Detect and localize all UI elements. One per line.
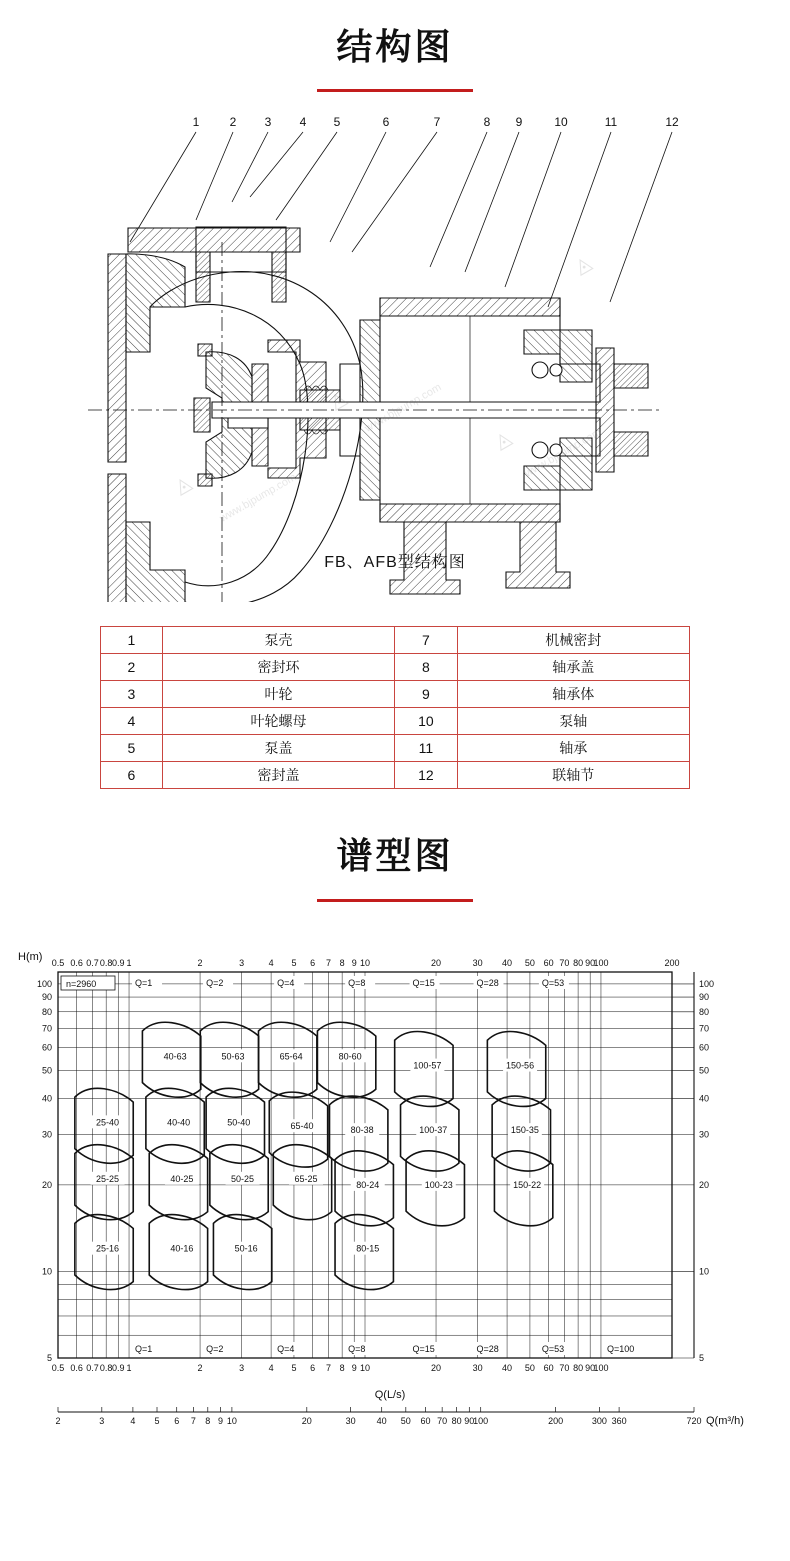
svg-text:30: 30 — [472, 957, 483, 968]
table-row — [101, 681, 690, 708]
performance-chart — [0, 920, 790, 1460]
structure-section-heading — [0, 0, 790, 92]
svg-text:6: 6 — [310, 1362, 316, 1373]
part-name: 叶轮螺母 — [162, 708, 394, 735]
zone-label: 65-40 — [290, 1120, 314, 1131]
svg-text:100: 100 — [36, 978, 52, 989]
callout-11: 11 — [604, 115, 618, 130]
zone-label: 40-40 — [167, 1117, 191, 1128]
svg-text:70: 70 — [41, 1023, 52, 1034]
q-marker-top: Q=4 — [277, 977, 295, 988]
callout-10: 10 — [554, 115, 568, 130]
part-number: 7 — [395, 627, 457, 654]
svg-text:30: 30 — [345, 1415, 356, 1426]
svg-text:720: 720 — [686, 1415, 702, 1426]
svg-text:360: 360 — [611, 1415, 627, 1426]
svg-text:2: 2 — [197, 957, 203, 968]
svg-text:4: 4 — [130, 1415, 136, 1426]
callout-9: 9 — [515, 115, 523, 130]
svg-text:0.7: 0.7 — [86, 1362, 99, 1373]
svg-text:10: 10 — [359, 957, 371, 968]
svg-text:50: 50 — [400, 1415, 411, 1426]
part-number: 8 — [395, 654, 457, 681]
svg-text:0.9: 0.9 — [111, 957, 125, 968]
svg-text:0.5: 0.5 — [51, 957, 65, 968]
svg-text:9: 9 — [351, 957, 357, 968]
zone-label: 50-40 — [227, 1117, 251, 1128]
part-name: 密封盖 — [162, 762, 394, 789]
svg-text:70: 70 — [559, 1362, 570, 1373]
svg-text:200: 200 — [664, 957, 680, 968]
svg-text:0.8: 0.8 — [99, 1362, 113, 1373]
svg-text:300: 300 — [591, 1415, 607, 1426]
svg-text:40: 40 — [502, 957, 513, 968]
pump-cross-section-svg — [0, 102, 790, 602]
table-row — [101, 708, 690, 735]
zone-label: 25-16 — [96, 1243, 120, 1254]
x-axis-title: Q(L/s) — [374, 1388, 406, 1401]
svg-text:0.7: 0.7 — [86, 957, 99, 968]
svg-text:70: 70 — [437, 1415, 448, 1426]
speed-label: n=2960 — [66, 978, 97, 989]
svg-text:4: 4 — [268, 957, 274, 968]
svg-text:20: 20 — [301, 1415, 312, 1426]
svg-text:20: 20 — [431, 957, 442, 968]
zone-label: 65-64 — [279, 1051, 303, 1062]
watermark-logo-3: ◬ — [490, 426, 516, 454]
part-number: 6 — [101, 762, 163, 789]
svg-text:90: 90 — [585, 957, 596, 968]
svg-text:90: 90 — [41, 991, 52, 1002]
svg-text:30: 30 — [41, 1129, 52, 1140]
title-underline-2 — [317, 899, 473, 902]
svg-text:50: 50 — [524, 1362, 535, 1373]
svg-text:5: 5 — [154, 1415, 160, 1426]
svg-text:90: 90 — [699, 991, 710, 1002]
svg-text:5: 5 — [291, 957, 297, 968]
chart-gridlines — [58, 972, 672, 1358]
callout-7: 7 — [433, 115, 441, 130]
part-number: 5 — [101, 735, 163, 762]
svg-text:9: 9 — [351, 1362, 357, 1373]
part-name: 轴承盖 — [457, 654, 689, 681]
zone-label: 100-37 — [419, 1124, 448, 1135]
svg-text:90: 90 — [585, 1362, 596, 1373]
zone-label: 80-60 — [338, 1051, 362, 1062]
svg-text:4: 4 — [268, 1362, 274, 1373]
zone-label: 80-24 — [356, 1179, 380, 1190]
table-row — [101, 627, 690, 654]
zone-label: 25-25 — [96, 1173, 120, 1184]
svg-text:7: 7 — [325, 1362, 331, 1373]
callout-2: 2 — [229, 115, 237, 130]
svg-text:40: 40 — [699, 1093, 710, 1104]
zone-label: 40-16 — [170, 1243, 194, 1254]
q-marker-top: Q=8 — [348, 977, 366, 988]
part-number: 10 — [395, 708, 457, 735]
zone-label: 40-63 — [163, 1051, 187, 1062]
zone-label: 25-40 — [96, 1117, 120, 1128]
q-marker-bottom: Q=8 — [348, 1343, 366, 1354]
part-name: 泵壳 — [162, 627, 394, 654]
part-name: 密封环 — [162, 654, 394, 681]
zone-label: 100-23 — [424, 1179, 453, 1190]
part-name: 机械密封 — [457, 627, 689, 654]
svg-text:10: 10 — [699, 1266, 710, 1277]
part-number: 11 — [395, 735, 457, 762]
svg-text:60: 60 — [543, 957, 554, 968]
x-axis-top-labels — [52, 958, 680, 968]
part-name: 泵轴 — [457, 708, 689, 735]
callout-numbers — [193, 115, 679, 129]
svg-text:80: 80 — [573, 957, 584, 968]
svg-text:50: 50 — [41, 1065, 52, 1076]
svg-text:100: 100 — [593, 957, 609, 968]
watermark-logo-4: ◬ — [570, 251, 596, 279]
svg-text:5: 5 — [291, 1362, 297, 1373]
svg-text:70: 70 — [559, 957, 570, 968]
q-marker-bottom: Q=4 — [277, 1343, 295, 1354]
q-marker-bottom: Q=2 — [206, 1343, 224, 1354]
zone-label: 50-16 — [234, 1243, 258, 1254]
svg-text:3: 3 — [99, 1415, 105, 1426]
svg-text:40: 40 — [376, 1415, 387, 1426]
m3h-axis-title: Q(m³/h) — [706, 1414, 744, 1427]
svg-text:60: 60 — [543, 1362, 554, 1373]
callout-5: 5 — [333, 115, 341, 130]
q-marker-bottom: Q=1 — [135, 1343, 153, 1354]
zone-label: 50-25 — [231, 1173, 255, 1184]
svg-text:2: 2 — [55, 1415, 61, 1426]
svg-text:40: 40 — [41, 1093, 52, 1104]
svg-text:3: 3 — [239, 1362, 245, 1373]
svg-text:100: 100 — [473, 1415, 489, 1426]
svg-text:10: 10 — [41, 1266, 52, 1277]
zone-label: 80-15 — [356, 1243, 380, 1254]
svg-text:80: 80 — [573, 1362, 584, 1373]
svg-text:20: 20 — [431, 1362, 442, 1373]
svg-text:10: 10 — [226, 1415, 237, 1426]
svg-text:7: 7 — [190, 1415, 196, 1426]
svg-text:8: 8 — [205, 1415, 211, 1426]
table-row — [101, 654, 690, 681]
q-marker-top: Q=2 — [206, 977, 224, 988]
svg-text:30: 30 — [699, 1129, 710, 1140]
svg-text:80: 80 — [451, 1415, 462, 1426]
zone-label: 50-63 — [221, 1051, 245, 1062]
x-axis-bottom-labels — [52, 1363, 609, 1373]
svg-text:70: 70 — [699, 1023, 710, 1034]
svg-text:0.8: 0.8 — [99, 957, 113, 968]
part-number: 3 — [101, 681, 163, 708]
table-row — [101, 762, 690, 789]
zone-label: 150-56 — [506, 1060, 535, 1071]
svg-text:60: 60 — [699, 1042, 710, 1053]
callout-1: 1 — [192, 115, 200, 130]
svg-text:100: 100 — [593, 1362, 609, 1373]
zone-label: 100-57 — [413, 1060, 442, 1071]
q-marker-top: Q=28 — [476, 977, 499, 988]
table-row — [101, 735, 690, 762]
callout-3: 3 — [264, 115, 272, 130]
parts-table — [100, 626, 690, 789]
svg-text:200: 200 — [548, 1415, 564, 1426]
callout-8: 8 — [483, 115, 491, 130]
callout-4: 4 — [299, 115, 307, 130]
part-name: 泵盖 — [162, 735, 394, 762]
part-name: 轴承 — [457, 735, 689, 762]
q-marker-bottom: Q=53 — [541, 1343, 565, 1354]
svg-text:3: 3 — [239, 957, 245, 968]
q-marker-bottom: Q=28 — [476, 1343, 499, 1354]
svg-text:80: 80 — [41, 1006, 52, 1017]
part-number: 9 — [395, 681, 457, 708]
svg-text:0.6: 0.6 — [70, 1362, 83, 1373]
part-name: 轴承体 — [457, 681, 689, 708]
zone-label: 40-25 — [170, 1173, 194, 1184]
part-name: 联轴节 — [457, 762, 689, 789]
part-number: 4 — [101, 708, 163, 735]
structure-title: 结构图 — [336, 26, 454, 67]
watermark-text-2: www.bjpump.com — [217, 471, 299, 526]
q-marker-bottom: Q=15 — [412, 1343, 435, 1354]
svg-text:7: 7 — [325, 957, 331, 968]
svg-text:8: 8 — [339, 957, 345, 968]
q-marker-top: Q=53 — [541, 977, 565, 988]
svg-text:10: 10 — [359, 1362, 371, 1373]
drawing-caption: FB、AFB型结构图 — [324, 554, 466, 572]
zone-label: 150-22 — [513, 1179, 542, 1190]
svg-text:0.6: 0.6 — [70, 957, 83, 968]
callout-6: 6 — [382, 115, 390, 130]
svg-text:8: 8 — [339, 1362, 345, 1373]
performance-title: 谱型图 — [336, 835, 454, 877]
svg-text:100: 100 — [699, 978, 715, 989]
part-number: 1 — [101, 627, 163, 654]
svg-text:80: 80 — [699, 1006, 710, 1017]
watermark-logo-2: ◬ — [325, 386, 351, 414]
svg-text:50: 50 — [524, 957, 535, 968]
svg-text:9: 9 — [218, 1415, 224, 1426]
svg-text:0.5: 0.5 — [51, 1362, 65, 1373]
watermark-logo-1: ◬ — [170, 471, 196, 499]
svg-text:20: 20 — [41, 1179, 52, 1190]
q-marker-top: Q=15 — [412, 977, 435, 988]
svg-text:5: 5 — [46, 1352, 52, 1363]
svg-text:50: 50 — [699, 1065, 710, 1076]
structure-drawing — [0, 102, 790, 602]
callout-12: 12 — [665, 115, 679, 130]
zone-label: 80-38 — [350, 1124, 374, 1135]
title-underline — [317, 89, 473, 92]
q-marker-bottom: Q=100 — [606, 1343, 635, 1354]
part-number: 12 — [395, 762, 457, 789]
part-name: 叶轮 — [162, 681, 394, 708]
svg-text:90: 90 — [464, 1415, 475, 1426]
svg-text:0.9: 0.9 — [111, 1362, 125, 1373]
svg-text:40: 40 — [502, 1362, 513, 1373]
zone-label: 65-25 — [294, 1173, 318, 1184]
svg-text:6: 6 — [174, 1415, 180, 1426]
q-marker-top: Q=1 — [135, 977, 153, 988]
m3h-axis-labels — [55, 1407, 701, 1426]
svg-text:1: 1 — [126, 957, 132, 968]
svg-text:5: 5 — [699, 1352, 705, 1363]
svg-text:20: 20 — [699, 1179, 710, 1190]
svg-text:60: 60 — [41, 1042, 52, 1053]
performance-chart-svg — [0, 920, 790, 1450]
performance-zones — [75, 1022, 553, 1289]
svg-text:60: 60 — [420, 1415, 431, 1426]
svg-text:2: 2 — [197, 1362, 203, 1373]
svg-text:30: 30 — [472, 1362, 483, 1373]
zone-label: 150-35 — [510, 1124, 539, 1135]
part-number: 2 — [101, 654, 163, 681]
performance-section-heading — [0, 789, 790, 901]
svg-text:1: 1 — [126, 1362, 132, 1373]
y-axis-title: H(m) — [18, 950, 43, 963]
svg-text:6: 6 — [310, 957, 316, 968]
